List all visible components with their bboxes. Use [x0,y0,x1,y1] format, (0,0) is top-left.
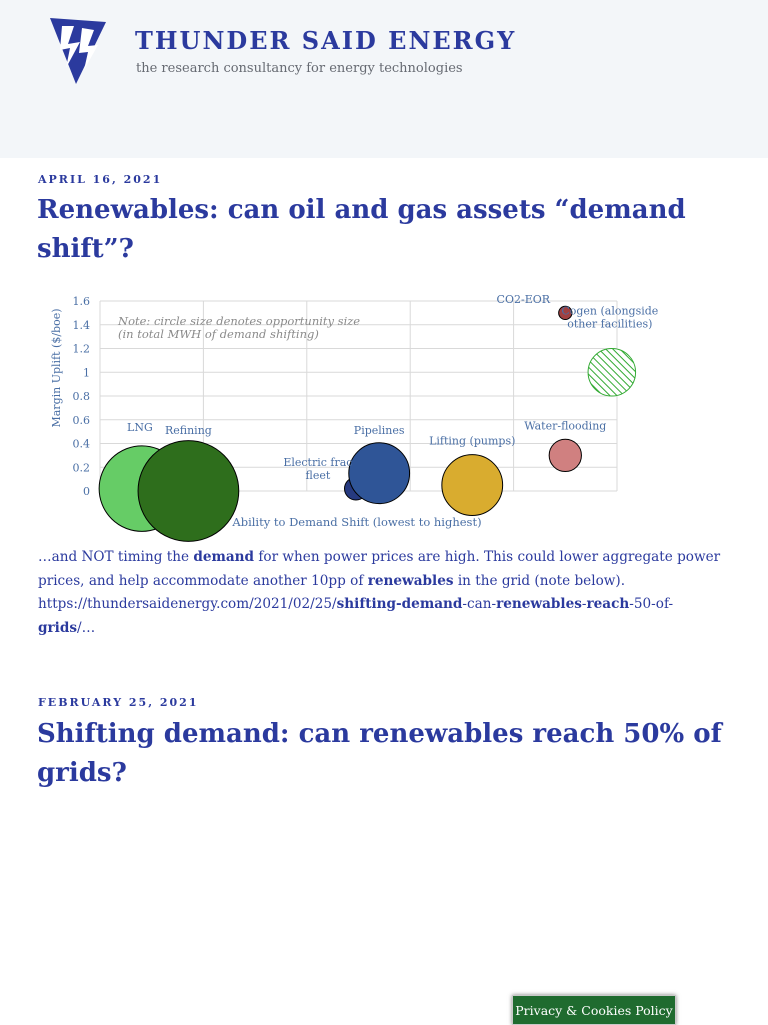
excerpt-keyword: grids [38,619,77,636]
bubble [588,349,636,397]
excerpt-text: for when power prices are high. This could lower aggregate power prices, and help accommodate another 10pp of [38,549,721,589]
y-tick-label: 1 [83,366,90,380]
excerpt-text: -50-of- [629,596,674,612]
y-tick-label: 1.2 [72,342,90,356]
bubble-label: Cogen (alongside [561,304,659,318]
excerpt-text: /… [77,619,96,636]
post-title-line: grids? [37,758,127,788]
excerpt-keyword: reach [586,596,630,612]
y-tick-label: 0.2 [72,461,90,475]
y-tick-label: 0.4 [72,437,90,451]
excerpt-text: - [581,596,587,612]
post-title-line: shift”? [37,234,134,264]
site-header [0,0,768,158]
excerpt-text: …and NOT timing the [38,549,194,565]
y-tick-label: 0.6 [72,413,90,427]
post-title-line: Shifting demand: can renewables reach 50% of [37,719,722,749]
post-title-link[interactable] [37,719,722,788]
bubble-label: Lifting (pumps) [429,434,516,448]
excerpt-keyword: renewables [367,572,454,589]
bubble [442,455,503,516]
bubble-label: LNG [127,421,153,435]
bubble [349,443,410,504]
post-title-line: Renewables: can oil and gas assets “demand [37,195,686,225]
privacy-cookies-button[interactable]: Privacy & Cookies Policy [512,995,676,1025]
excerpt-keyword: renewables [496,596,582,612]
bubble [549,439,581,471]
chart-note: Note: circle size denotes opportunity size [118,314,361,328]
post-excerpt [38,546,728,640]
bubble-label: Pipelines [353,424,405,438]
bubble-label: Electric frac [283,455,353,469]
site-title[interactable]: THUNDER SAID ENERGY [135,26,517,55]
excerpt-keyword: demand [193,549,255,565]
y-tick-label: 1.6 [72,295,90,308]
chart-note: (in total MWH of demand shifting) [118,327,319,341]
post-date[interactable]: FEBRUARY 25, 2021 [38,696,199,709]
bubble-label: CO2-EOR [496,292,551,306]
y-tick-label: 0.8 [72,390,90,403]
bubble-label: Water-flooding [524,419,607,433]
bubble-label: other facilities) [567,317,653,331]
excerpt-keyword: shifting-demand [336,596,463,612]
bubble-label: Refining [164,424,212,438]
excerpt-text: in the grid (note below). https://thundersaidenergy.com/2021/02/25/ [38,572,626,612]
y-tick-label: 1.4 [72,318,90,332]
post-title[interactable] [37,191,737,269]
bubble-label: fleet [305,468,331,482]
site-tagline: the research consultancy for energy technologies [136,61,463,76]
bubble-chart [44,290,659,535]
lightning-bolt-icon[interactable] [50,18,108,84]
post-date[interactable]: APRIL 16, 2021 [38,173,163,186]
post-title-link[interactable] [37,195,686,264]
x-axis-label: Ability to Demand Shift (lowest to highest) [232,515,482,529]
bubble [138,441,239,542]
excerpt-text: -can- [462,596,497,612]
y-axis-label: Margin Uplift ($/boe) [50,308,63,428]
post-title[interactable] [37,715,737,793]
y-tick-label: 0 [83,485,90,498]
